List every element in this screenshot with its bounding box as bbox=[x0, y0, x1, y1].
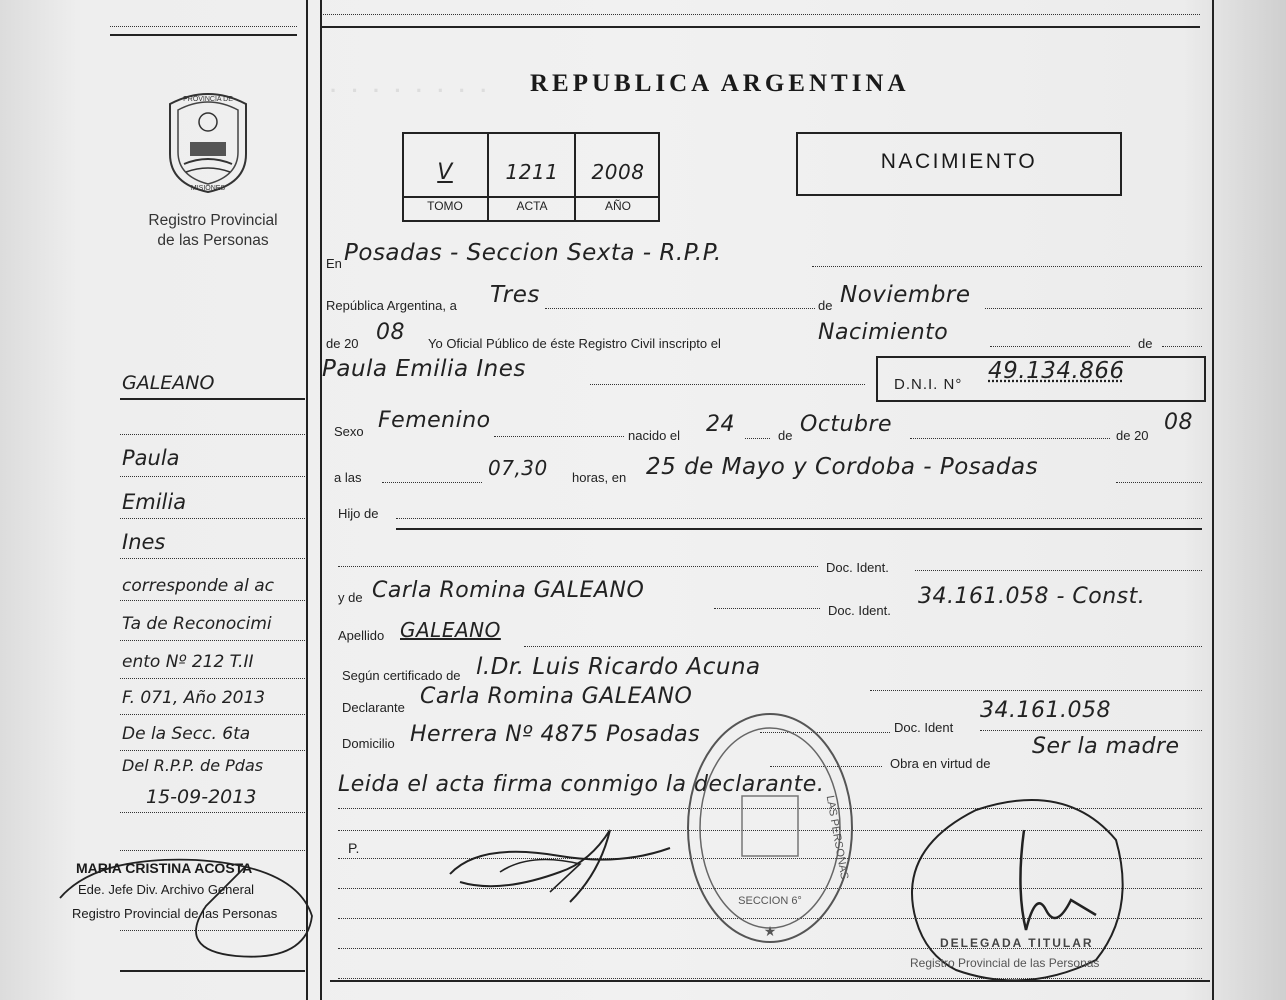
margin-bottom-rule bbox=[120, 970, 305, 972]
birth-year-prefix-label: de 20 bbox=[1116, 428, 1149, 443]
margin-note-line-6: Del R.P.P. de Pdas bbox=[122, 756, 264, 775]
margin-dotted-line bbox=[120, 714, 305, 715]
officer-text: Yo Oficial Público de éste Registro Civil inscripto el bbox=[428, 336, 721, 351]
hijo-label: Hijo de bbox=[338, 506, 379, 521]
svg-text:★: ★ bbox=[763, 923, 777, 939]
inscription-type-value: Nacimiento bbox=[818, 320, 949, 345]
act-type-label: NACIMIENTO bbox=[880, 150, 1038, 173]
bottom-rule bbox=[330, 980, 1210, 982]
margin-note-line-3: ento Nº 212 T.II bbox=[122, 652, 254, 672]
margin-dotted-line bbox=[120, 600, 305, 601]
horas-label: horas, en bbox=[572, 470, 627, 485]
birth-place-value: 25 de Mayo y Cordoba - Posadas bbox=[646, 454, 1039, 480]
year-suffix-value: 08 bbox=[376, 320, 405, 345]
registry-round-seal bbox=[684, 708, 856, 948]
dni-label: D.N.I. N° bbox=[894, 376, 963, 393]
domicilio-value: Herrera Nº 4875 Posadas bbox=[410, 722, 701, 747]
margin-note-date: 15-09-2013 bbox=[146, 786, 257, 808]
bleed-through-text: · · · · · · · · bbox=[330, 78, 492, 103]
hijo-dotted-line bbox=[396, 518, 1202, 519]
misiones-coat-of-arms-logo bbox=[160, 84, 256, 196]
margin-dotted-line bbox=[120, 750, 305, 751]
margin-dotted-line bbox=[120, 434, 305, 435]
margin-dotted-line bbox=[120, 930, 305, 931]
en-value: Posadas - Seccion Sexta - R.P.P. bbox=[344, 240, 722, 266]
birth-year-suffix-value: 08 bbox=[1164, 410, 1193, 435]
margin-name-1: Paula bbox=[122, 446, 180, 470]
time-dotted-line bbox=[382, 482, 482, 483]
declarante-doc-dotted-line bbox=[980, 730, 1202, 731]
apellido-dotted-line bbox=[524, 646, 1202, 647]
acta-value: 1211 bbox=[505, 160, 559, 184]
birth-month-value: Octubre bbox=[800, 412, 893, 437]
month-dotted-line bbox=[985, 308, 1202, 309]
mother-name-value: Carla Romina GALEANO bbox=[372, 578, 645, 603]
a-las-label: a las bbox=[334, 470, 362, 485]
father-doc-dotted-line bbox=[915, 570, 1202, 571]
declarante-doc-value: 34.161.058 bbox=[980, 698, 1111, 723]
certificado-value: l.Dr. Luis Ricardo Acuna bbox=[476, 654, 761, 680]
republica-label: República Argentina, a bbox=[326, 298, 457, 313]
margin-dotted-line bbox=[120, 812, 305, 813]
stamp-delegada-text: DELEGADA TITULAR bbox=[940, 936, 1094, 950]
margin-dotted-line bbox=[120, 518, 305, 519]
margin-stamp-title: Ede. Jefe Div. Archivo General bbox=[78, 882, 255, 897]
sexo-label: Sexo bbox=[334, 424, 364, 439]
margin-surname: GALEANO bbox=[122, 372, 215, 394]
column-divider-inner bbox=[320, 0, 322, 1000]
doc-ident-label-1: Doc. Ident. bbox=[826, 560, 889, 575]
day-words-value: Tres bbox=[490, 282, 540, 308]
margin-dotted-line bbox=[120, 678, 305, 679]
margin-dotted-line bbox=[120, 640, 305, 641]
margin-note-line-1: corresponde al ac bbox=[122, 576, 274, 596]
margin-surname-rule bbox=[120, 398, 305, 400]
nacido-label: nacido el bbox=[628, 428, 681, 443]
margin-dotted-line bbox=[120, 476, 305, 477]
margin-note-line-2: Ta de Reconocimi bbox=[122, 614, 272, 634]
doc-ident-label-3: Doc. Ident bbox=[894, 720, 954, 735]
de-label: de bbox=[818, 298, 833, 313]
top-dotted-left bbox=[110, 26, 297, 27]
certificado-dotted-line bbox=[870, 690, 1202, 691]
sexo-value: Femenino bbox=[378, 408, 491, 433]
margin-name-3: Ines bbox=[122, 530, 166, 554]
logo-top-text: PROVINCIA DE bbox=[183, 96, 233, 103]
domicilio-label: Domicilio bbox=[342, 736, 395, 751]
birth-time-value: 07,30 bbox=[488, 456, 548, 480]
anio-label: AÑO bbox=[604, 199, 631, 213]
declarant-signature bbox=[440, 812, 680, 912]
margin-stamp-name: MARIA CRISTINA ACOSTA bbox=[76, 860, 253, 876]
registry-name-line2: de las Personas bbox=[157, 232, 269, 249]
de-label-2: de bbox=[1138, 336, 1153, 351]
margin-stamp-registry: Registro Provincial de las Personas bbox=[72, 906, 278, 921]
person-name-value: Paula Emilia Ines bbox=[322, 356, 526, 382]
birth-day-dotted-line bbox=[745, 438, 770, 439]
right-border bbox=[1212, 0, 1214, 1000]
margin-name-2: Emilia bbox=[122, 490, 187, 514]
y-de-label: y de bbox=[338, 590, 363, 605]
margin-note-line-4: F. 071, Año 2013 bbox=[122, 688, 266, 708]
seal-bottom-text: SECCION 6° bbox=[738, 895, 802, 907]
country-title: REPUBLICA ARGENTINA bbox=[530, 70, 910, 97]
dni-value: 49.134.866 bbox=[988, 358, 1125, 384]
top-rule-right bbox=[320, 26, 1200, 28]
en-dotted-line bbox=[812, 266, 1202, 267]
margin-dotted-line bbox=[120, 558, 305, 559]
logo-bottom-text: MISIONES bbox=[190, 185, 226, 192]
top-dotted-right bbox=[320, 14, 1200, 15]
tomo-value: V bbox=[437, 160, 453, 185]
signature-p-mark: P. bbox=[348, 840, 360, 856]
top-rule-left bbox=[110, 34, 297, 36]
reference-table-rule bbox=[402, 196, 660, 198]
obra-label: Obra en virtud de bbox=[890, 756, 991, 771]
birth-de-label: de bbox=[778, 428, 793, 443]
declarante-value: Carla Romina GALEANO bbox=[420, 684, 693, 709]
father-dotted-line bbox=[338, 566, 818, 567]
place-dotted-line bbox=[1116, 482, 1202, 483]
certificado-label: Según certificado de bbox=[342, 668, 461, 683]
hijo-rule bbox=[396, 528, 1202, 530]
stamp-registry-text: Registro Provincial de las Personas bbox=[910, 956, 1100, 970]
acta-label: ACTA bbox=[516, 199, 548, 213]
seal-right-text: LAS PERSONAS bbox=[823, 794, 851, 881]
obra-value: Ser la madre bbox=[1032, 734, 1180, 759]
apellido-label: Apellido bbox=[338, 628, 385, 643]
inscription-dotted-line bbox=[990, 346, 1130, 347]
apellido-value: GALEANO bbox=[400, 618, 501, 642]
tomo-label: TOMO bbox=[427, 199, 463, 213]
year-prefix-label: de 20 bbox=[326, 336, 359, 351]
doc-ident-label-2: Doc. Ident. bbox=[828, 603, 891, 618]
mother-dotted-line bbox=[714, 608, 820, 609]
day-dotted-line bbox=[545, 308, 815, 309]
birth-day-value: 24 bbox=[706, 412, 735, 437]
en-label: En bbox=[326, 256, 342, 271]
declarante-label: Declarante bbox=[342, 700, 405, 715]
sexo-dotted-line bbox=[494, 436, 624, 437]
closing-text: Leida el acta firma conmigo la declarante. bbox=[338, 772, 825, 797]
margin-note-line-5: De la Secc. 6ta bbox=[122, 724, 251, 744]
margin-signature bbox=[56, 846, 318, 968]
month-words-value: Noviembre bbox=[840, 282, 971, 308]
mother-doc-value: 34.161.058 - Const. bbox=[918, 584, 1146, 609]
birth-month-dotted-line bbox=[910, 438, 1110, 439]
de-dotted-line bbox=[1162, 346, 1202, 347]
registry-name-line1: Registro Provincial bbox=[148, 212, 278, 229]
anio-value: 2008 bbox=[591, 160, 645, 184]
name-dotted-line bbox=[590, 384, 865, 385]
